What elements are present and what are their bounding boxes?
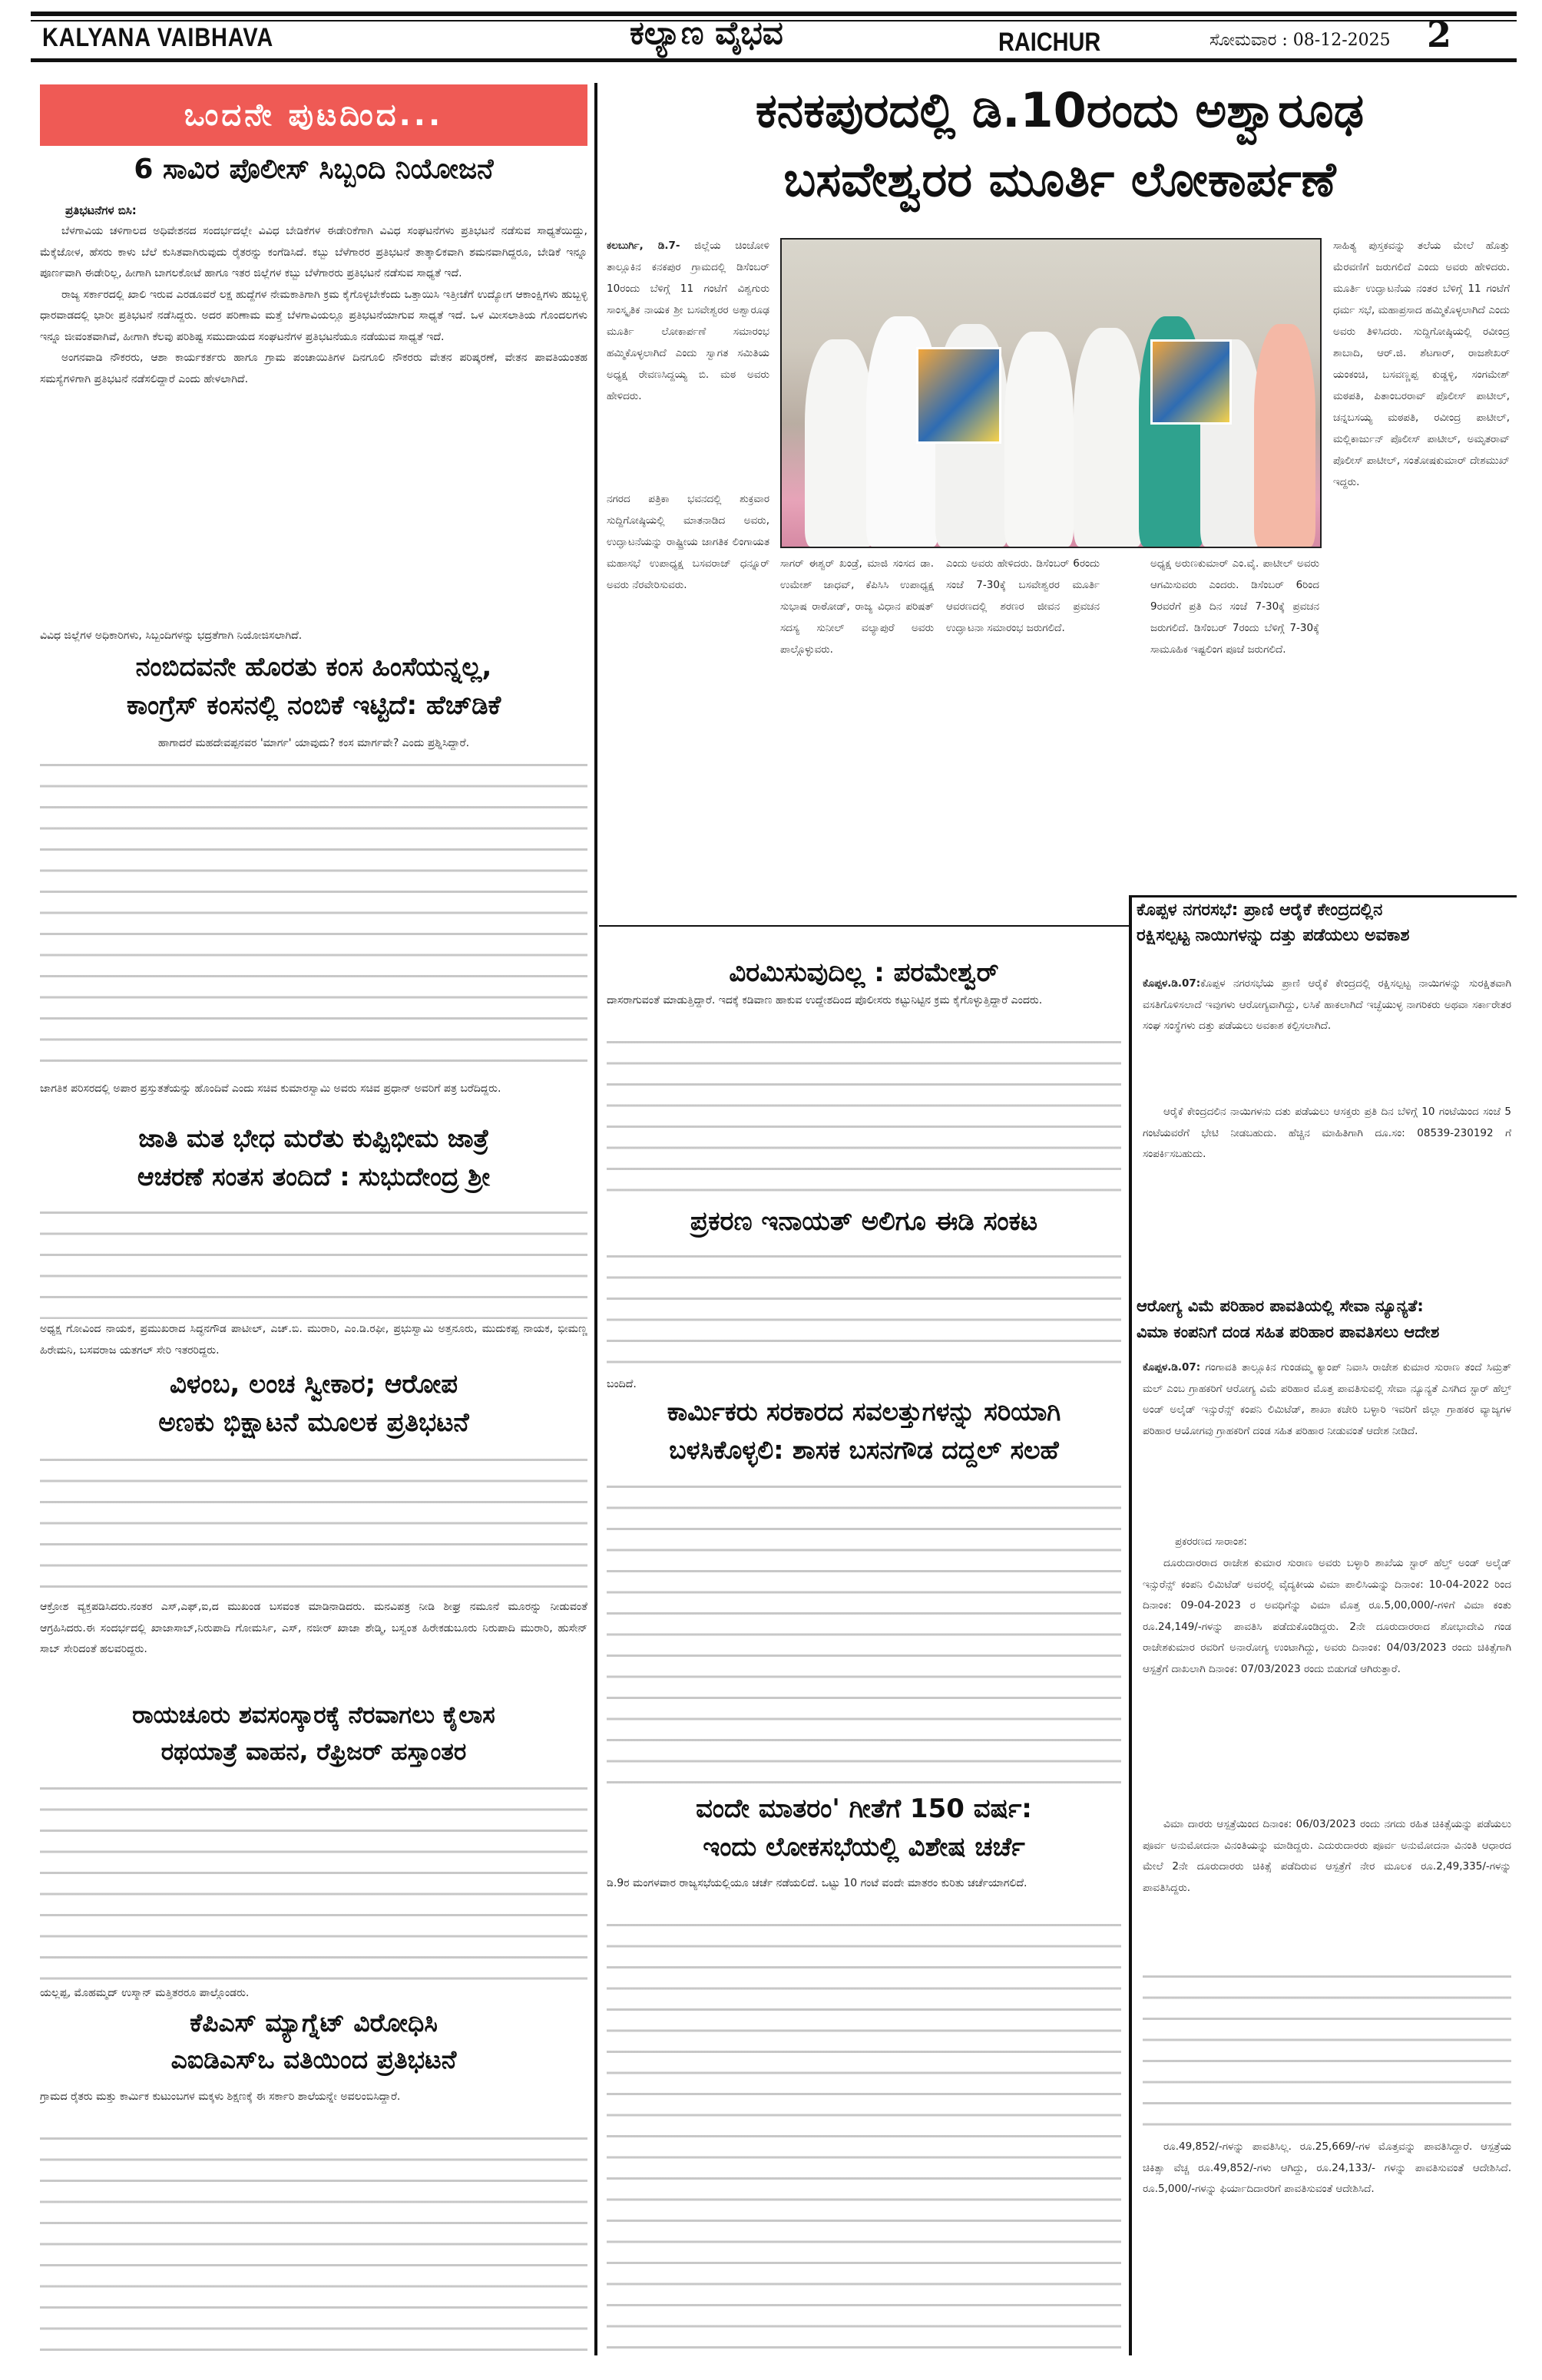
column-divider-right — [1129, 897, 1132, 2355]
article-body-crematorium-text — [40, 1780, 587, 1983]
headline-aidso-line1: ಕೆಪಿಎಸ್ ಮ್ಯಾಗ್ನೆಟ್ ವಿರೋಧಿಸಿ — [190, 2008, 438, 2038]
article-body-aidso-text — [40, 2130, 587, 2360]
basaveshwara-col2: ಸಾಗರ್ ಈಶ್ವರ್ ಖಂಡ್ರೆ, ಮಾಜಿ ಸಂಸದ ಡಾ. ಉಮೇಶ್ ಜಾಧವ್, ಕೆಪಿಸಿಸಿ ಉಪಾಧ್ಯಕ್ಷ ಸುಭಾಷ ರಾಠೋಡ್, ರಾಜ್ಯ ವಿಧಾನ ಪರಿಷತ್ ಸದಸ್ಯ ಸುನೀಲ್ ವಲ್ಯಾಪುರೆ ಅವರು ಪಾಲ್ಗೊಳ್ಳುವರು. — [780, 557, 934, 656]
basaveshwara-col5: ಸಾಹಿತ್ಯ ಪುಸ್ತಕವನ್ನು ತಲೆಯ ಮೇಲೆ ಹೊತ್ತು ಮೆರವಣಿಗೆ ಜರುಗಲಿದೆ ಎಂದು ಅವರು ಹೇಳಿದರು. ಮೂರ್ತಿ ಉದ್ಘಾಟನೆಯ ನಂತರ ಬೆಳಿಗ್ಗೆ 11 ಗಂಟೆಗೆ ಧರ್ಮ ಸಭೆ, ಮಹಾಪ್ರಸಾದ ಹಮ್ಮಿಕೊಳ್ಳಲಾಗಿದೆ ಎಂದು ಅವರು ತಿಳಿಸಿದರು. ಸುದ್ದಿಗೋಷ್ಠಿಯಲ್ಲಿ ರವೀಂದ್ರ ಶಾಬಾದಿ, ಆರ್.ಜಿ. ಶೆಟಗಾರ್, ರಾಜಶೇಖರ್ ಯಂಕಂಚಿ, ಬಸವಣ್ಣಪ್ಪ ಕುಡ್ಡಳ್ಳಿ, ಸಂಗಮೇಶ್ ಮಠಪತಿ, ಪಿತಾಂಬರರಾವ್ ಪೊಲೀಸ್ ಪಾಟೀಲ್, ಚನ್ನಬಸಯ್ಯ ಮಠಪತಿ, ರವೀಂದ್ರ ಪಾಟೀಲ್, ಮಲ್ಲಿಕಾರ್ಜುನ್ ಪೊಲೀಸ್ ಪಾಟೀಲ್, ಅಮೃತರಾವ್ ಪೊಲೀಸ್ ಪಾಟೀಲ್, ಸಂತೋಷಕುಮಾರ್ ದೇಶಮುಖ್ ಇದ್ದರು. — [1333, 240, 1510, 488]
article-body-police — [40, 221, 587, 626]
photo-person — [1004, 332, 1074, 547]
headline-police-deployment: 6 ಸಾವಿರ ಪೊಲೀಸ್ ಸಿಬ್ಬಂದಿ ನಿಯೋಜನೆ — [134, 154, 494, 185]
box-top-rule — [1129, 895, 1517, 897]
headline-workers-line1: ಕಾರ್ಮಿಕರು ಸರಕಾರದ ಸವಲತ್ತುಗಳನ್ನು ಸರಿಯಾಗಿ — [667, 1397, 1061, 1426]
headline-insurance-line2: ವಿಮಾ ಕಂಪನಿಗೆ ದಂಡ ಸಹಿತ ಪರಿಹಾರ ಪಾವತಿಸಲು ಆದೇಶ — [1137, 1323, 1440, 1341]
article-lead-aidso: ಗ್ರಾಮದ ರೈತರು ಮತ್ತು ಕಾರ್ಮಿಕ ಕುಟುಂಬಗಳ ಮಕ್ಕಳು ಶಿಕ್ಷಣಕ್ಕೆ ಈ ಸರ್ಕಾರಿ ಶಾಲೆಯನ್ನೇ ಅವಲಂಬಿಸಿದ್ದಾರೆ. — [40, 2091, 401, 2103]
headline-basaveshwara-line1: ಕನಕಪುರದಲ್ಲಿ ಡಿ.10ರಂದು ಅಶ್ವಾರೂಢ — [755, 82, 1365, 138]
basaveshwara-col4: ಅಧ್ಯಕ್ಷ ಅರುಣಕುಮಾರ್ ಎಂ.ವೈ. ಪಾಟೀಲ್ ಅವರು ಆಗಮಿಸುವರು ಎಂದರು. ಡಿಸೆಂಬರ್ 6ರಿಂದ 9ರವರೆಗೆ ಪ್ರತಿ ದಿನ ಸಂಜೆ 7-30ಕ್ಕೆ ಪ್ರವಚನ ಜರುಗಲಿದೆ. ಡಿಸೆಂಬರ್ 7ರಂದು ಬೆಳಿಗ್ಗೆ 7-30ಕ್ಕೆ ಸಾಮೂಹಿಕ ಇಷ್ಟಲಿಂಗ ಪೂಜೆ ಜರುಗಲಿದೆ. — [1150, 557, 1319, 656]
headline-insurance-line1: ಆರೋಗ್ಯ ವಿಮೆ ಪರಿಹಾರ ಪಾವತಿಯಲ್ಲಿ ಸೇವಾ ನ್ಯೂನ್ಯತೆ: — [1137, 1297, 1424, 1315]
paragraph: ದೂರುದಾರರಾದ ರಾಜೇಶ ಕುಮಾರ ಸುರಾಣ ಅವರು ಬಳ್ಳಾರಿ ಶಾಖೆಯ ಸ್ಟಾರ್ ಹೆಲ್ತ್ ಅಂಡ್ ಅಲೈಡ್ ಇನ್ಸುರೆನ್ಸ್ ಕಂಪನಿ ಲಿಮಿಟೆಡ್ ಅವರಲ್ಲಿ ವೈದ್ಯಕೀಯ ವಿಮಾ ಪಾಲಿಸಿಯನ್ನು ದಿನಾಂಕ: 10-04-2022 ರಿಂದ ದಿನಾಂಕ: 09-04-2023 ರ ಅವಧಿಗೆನ್ನು ವಿಮಾ ಮೊತ್ತ ರೂ.5,00,000/-ಗಳಿಗೆ ವಿಮಾ ಕಂತು ರೂ.24,149/-ಗಳನ್ನು ಪಾವತಿಸಿ ಪಡೆದುಕೊಂಡಿದ್ದರು. 2ನೇ ದೂರುದಾರರಾದ ಶೋಭಾದೇವಿ ಗಂಡ ರಾಜೇಶಕುಮಾರ ರವರಿಗೆ ಅನಾರೋಗ್ಯ ಉಂಟಾಗಿದ್ದು, ಅವರು ದಿನಾಂಕ: 04/03/2023 ರಂದು ಚಿಕಿತ್ಸೆಗಾಗಿ ಆಸ್ಪತ್ರೆಗೆ ದಾಖಲಾಗಿ ದಿನಾಂಕ: 07/03/2023 ರಂದು ಬಿಡುಗಡೆ ಆಗಿರುತ್ತಾರೆ. — [1143, 1557, 1511, 1675]
headline-vande-line1: ವಂದೇ ಮಾತರಂ' ಗೀತೆಗೆ 150 ವರ್ಷ: — [696, 1793, 1032, 1824]
event-photo — [780, 238, 1322, 548]
headline-kuppibhima-line1: ಜಾತಿ ಮತ ಭೇಧ ಮರೆತು ಕುಪ್ಪಿಭೀಮ ಜಾತ್ರೆ — [138, 1123, 489, 1153]
paragraph: ಕೊಪ್ಪಳ ನಗರಸಭೆಯ ಪ್ರಾಣಿ ಆರೈಕೆ ಕೇಂದ್ರದಲ್ಲಿ ರಕ್ಷಿಸಲ್ಪಟ್ಟ ನಾಯಿಗಳನ್ನು ಸುರಕ್ಷಿತವಾಗಿ ವಸತಿಗೊಳಿಸಲಾದೆ ಇವುಗಳು ಆರೋಗ್ಯವಾಗಿದ್ದು, ಲಸಿಕೆ ಹಾಕಲಾಗಿದೆ ಇಚ್ಛೆಯುಳ್ಳ ನಾಗರಿಕರು ಅಥವಾ ಸರ್ಕಾರೇತರ ಸಂಘ ಸಂಸ್ಥೆಗಳು ದತ್ತು ಪಡೆಯಲು ಅವಕಾಶ ಕಲ್ಪಿಸಲಾಗಿದೆ. — [1143, 977, 1511, 1032]
article-body-insurance-2 — [1143, 1553, 1511, 1814]
section-rule — [599, 925, 1129, 927]
photo-poster — [916, 347, 1001, 444]
headline-aidso-line2: ಎಐಡಿಎಸ್‌ಒ ವತಿಯಿಂದ ಪ್ರತಿಭಟನೆ — [170, 2044, 457, 2074]
dateline: ಕಲಬುರ್ಗಿ, ಡಿ.7- — [607, 240, 680, 252]
photo-person — [1074, 328, 1143, 547]
article-body-parameshwar-text — [607, 1033, 1121, 1202]
article-body-vande-text — [607, 1916, 1121, 2358]
masthead-name-english: KALYANA VAIBHAVA — [42, 23, 274, 52]
article-lead-parameshwar: ದಾಸರಾಗುವಂತೆ ಮಾಡುತ್ತಿದ್ದಾರೆ. ಇದಕ್ಕೆ ಕಡಿವಾಣ ಹಾಕುವ ಉದ್ದೇಶದಿಂದ ಪೊಲೀಸರು ಕಟ್ಟುನಿಟ್ಟಿನ ಕ್ರಮ ಕೈಗೊಳ್ಳುತ್ತಿದ್ದಾರೆ ಎಂದರು. — [607, 994, 1043, 1007]
headline-bribe-line1: ವಿಳಂಬ, ಲಂಚ ಸ್ವೀಕಾರ; ಆರೋಪ — [169, 1369, 458, 1400]
headline-hdk-line1: ನಂಬಿದವನೇ ಹೊರತು ಕಂಸ ಹಿಂಸೆಯನ್ನಲ್ಲ, — [135, 652, 492, 683]
article-closing-crematorium: ಯಲ್ಲಪ್ಪ, ಮೊಹಮ್ಮದ್ ಉಸ್ಮಾನ್ ಮತ್ತಿತರರೂ ಪಾಲ್ಗೊಂಡರು. — [40, 1987, 250, 1999]
headline-vande-line2: ಇಂದು ಲೋಕಸಭೆಯಲ್ಲಿ ವಿಶೇಷ ಚರ್ಚೆ — [703, 1832, 1025, 1863]
continued-from-front-banner: ಒಂದನೇ ಪುಟದಿಂದ... — [40, 84, 587, 146]
basaveshwara-col1 — [607, 235, 769, 488]
article-body-inayat-text — [607, 1248, 1121, 1374]
headline-hdk-line2: ಕಾಂಗ್ರೆಸ್ ಕಂಸನಲ್ಲಿ ನಂಬಿಕೆ ಇಟ್ಟಿದೆ: ಹೆಚ್‌ಡಿಕೆ — [126, 690, 501, 721]
paragraph: ಅಂಗನವಾಡಿ ನೌಕರರು, ಆಶಾ ಕಾರ್ಯಕರ್ತರು ಹಾಗೂ ಗ್ರಾಮ ಪಂಚಾಯಿತಿಗಳ ದಿನಗೂಲಿ ನೌಕರರು ವೇತನ ಪರಿಷ್ಕರಣೆ, ವೇತನ ಪಾವತಿಯಂತಹ ಸಮಸ್ಯೆಗಳಿಗಾಗಿ ಪ್ರತಿಭಟನೆ ನಡೆಸಲಿದ್ದಾರೆ ಎಂದು ಹೇಳಲಾಗಿದೆ. — [40, 352, 587, 385]
paragraph: ಆರೈಕೆ ಕೇಂದ್ರದಲಿನ ನಾಯಿಗಳನು ದತು ಪಡೆಯಲು ಆಸಕ್ತರು ಪ್ರತಿ ದಿನ ಬೆಳಿಗ್ಗೆ 10 ಗಂಟೆಯಿಂದ ಸಂಜೆ 5 ಗಂಟೆಯವರೆಗೆ ಭೇಟಿ ನೀಡಬಹುದು. ಹೆಚ್ಚಿನ ಮಾಹಿತಿಗಾಗಿ ದೂ.ಸಂ: 08539-230192 ಗೆ ಸಂಪರ್ಕಿಸಬಹುದು. — [1143, 1106, 1511, 1160]
article-body-bribe-text — [40, 1451, 587, 1597]
basaveshwara-col3: ಎಂದು ಅವರು ಹೇಳಿದರು. ಡಿಸೆಂಬರ್ 6ರಂದು ಸಂಜೆ 7-30ಕ್ಕೆ ಬಸವೇಶ್ವರರ ಮೂರ್ತಿ ಆವರಣದಲ್ಲಿ ಶರಣರ ಜೀವನ ಪ್ರವಚನ ಉದ್ಘಾಟನಾ ಸಮಾರಂಭ ಜರುಗಲಿದೆ. — [946, 557, 1100, 634]
headline-workers-line2: ಬಳಸಿಕೊಳ್ಳಲಿ: ಶಾಸಕ ಬಸನಗೌಡ ದದ್ದಲ್ ಸಲಹೆ — [669, 1435, 1059, 1465]
headline-koppal-dogs-line1: ಕೊಪ್ಪಳ ನಗರಸಭೆ: ಪ್ರಾಣಿ ಆರೈಕೆ ಕೇಂದ್ರದಲ್ಲಿನ — [1137, 901, 1383, 920]
photo-poster — [1150, 339, 1232, 425]
headline-inayat: ಪ್ರಕರಣ ಇನಾಯತ್ ಅಲಿಗೂ ಈಡಿ ಸಂಕಟ — [690, 1206, 1038, 1237]
subhead-protests: ಪ್ರತಿಭಟನೆಗಳ ಬಿಸಿ: — [65, 203, 137, 217]
article-body-insurance — [1143, 1357, 1511, 1511]
basaveshwara-col1b: ನಗರದ ಪತ್ರಿಕಾ ಭವನದಲ್ಲಿ ಶುಕ್ರವಾರ ಸುದ್ದಿಗೋಷ್ಠಿಯಲ್ಲಿ ಮಾತನಾಡಿದ ಅವರು, ಉದ್ಘಾಟನೆಯನ್ನು ರಾಷ್ಟ್ರೀಯ ಜಾಗತಿಕ ಲಿಂಗಾಯತ ಮಹಾಸಭೆ ಉಪಾಧ್ಯಕ್ಷ ಬಸವರಾಜ್ ಧನ್ನೂರ್ ಅವರು ನೆರವೇರಿಸುವರು. — [607, 493, 769, 591]
masthead-name-kannada: ಕಲ್ಯಾಣ ವೈಭವ — [630, 14, 783, 51]
paragraph: ಬೆಳಗಾವಿಯ ಚಳಿಗಾಲದ ಅಧಿವೇಶನದ ಸಂದರ್ಭದಲ್ಲೇ ವಿವಿಧ ಬೇಡಿಕೆಗಳ ಈಡೇರಿಕೆಗಾಗಿ ವಿವಿಧ ಸಂಘಟನೆಗಳು ಪ್ರತಿಭಟನೆ ನಡೆಸುವ ಸಾಧ್ಯತೆಯಿದ್ದು, ಮೆಕ್ಕೆಜೋಳ, ಹೆಸರು ಕಾಳು ಬೆಲೆ ಕುಸಿತವಾಗಿರುವುದು ರೈತರನ್ನು ಕಂಗೆಡಿಸಿದೆ. ಕಬ್ಬು ಬೆಳೆಗಾರರ ಪ್ರತಿಭಟನೆ ತಾತ್ಕಾಲಿಕವಾಗಿ ಶಮನವಾಗಿದ್ದರೂ, ಬೇಡಿಕೆ ಇನ್ನೂ ಪೂರ್ಣವಾಗಿ ಈಡೇರಿಲ್ಲ, ಹೀಗಾಗಿ ಬಾಗಲಕೋಟೆ ಹಾಗೂ ಇತರ ಜಿಲ್ಲೆಗಳ ಕಬ್ಬು ಬೆಳೆಗಾರರು ಪ್ರತಿಭಟನೆ ನಡೆಸುವ ಸಾಧ್ಯತೆ ಇದೆ. — [40, 225, 587, 279]
article-body-insurance-3 — [1143, 1814, 1511, 1968]
page-number: 2 — [1427, 14, 1452, 55]
article-closing-police: ವಿವಿಧ ಜಿಲ್ಲೆಗಳ ಅಧಿಕಾರಿಗಳು, ಸಿಬ್ಬಂದಿಗಳನ್ನು ಭದ್ರತೆಗಾಗಿ ನಿಯೋಜಿಸಲಾಗಿದೆ. — [40, 630, 303, 642]
headline-parameshwar: ವಿರಮಿಸುವುದಿಲ್ಲ : ಪರಮೇಶ್ವರ್ — [729, 957, 999, 988]
paragraph: ವಿಮಾ ದಾರರು ಆಸ್ಪತ್ರೆಯಿಂದ ದಿನಾಂಕ: 06/03/2023 ರಂದು ನಗದು ರಹಿತ ಚಿಕಿತ್ಸೆಯನ್ನು ಪಡೆಯಲು ಪೂರ್ವ ಅನುಮೋದನಾ ವಿನಂತಿಯನ್ನು ಮಾಡಿದ್ದರು. ಎದುರುದಾರರು ಪೂರ್ವ ಅನುಮೋದನಾ ವಿನಂತಿ ಆಧಾರದ ಮೇಲೆ 2ನೇ ದೂರುದಾರರು ಚಿಕಿತ್ಸೆ ಪಡೆದಿರುವ ಆಸ್ಪತ್ರೆಗೆ ನೇರ ಮೂಲಕ ರೂ.2,49,335/-ಗಳನ್ನು ಪಾವತಿಸಿದ್ದರು. — [1143, 1818, 1511, 1894]
headline-koppal-dogs-line2: ರಕ್ಷಿಸಲ್ಪಟ್ಟ ನಾಯಿಗಳನ್ನು ದತ್ತು ಪಡೆಯಲು ಅವಕಾಶ — [1137, 926, 1410, 945]
paragraph: ಜಿಲ್ಲೆಯ ಚಿಂಚೋಳಿ ತಾಲ್ಲೂಕಿನ ಕನಕಪುರ ಗ್ರಾಮದಲ್ಲಿ ಡಿಸೆಂಬರ್ 10ರಂದು ಬೆಳಿಗ್ಗೆ 11 ಗಂಟೆಗೆ ವಿಶ್ವಗುರು ಸಾಂಸ್ಕೃತಿಕ ನಾಯಕ ಶ್ರೀ ಬಸವೇಶ್ವರರ ಅಶ್ವಾರೂಢ ಮೂರ್ತಿ ಲೋಕಾರ್ಪಣೆ ಸಮಾರಂಭ ಹಮ್ಮಿಕೊಳ್ಳಲಾಗಿದೆ ಎಂದು ಸ್ವಾಗತ ಸಮಿತಿಯ ಅಧ್ಯಕ್ಷ ರೇವಣಸಿದ್ದಯ್ಯ ಬಿ. ಮಠ ಅವರು ಹೇಳಿದರು. — [607, 240, 769, 402]
paragraph: ರೂ.49,852/-ಗಳನ್ನು ಪಾವತಿಸಿಲ್ಲ. ರೂ.25,669/-ಗಳ ಮೊತ್ತವನ್ನು ಪಾವತಿಸಿದ್ದಾರೆ. ಆಸ್ಪತ್ರೆಯ ಚಿಕಿತ್ಸಾ ವೆಚ್ಚ ರೂ.49,852/-ಗಳು ಆಗಿದ್ದು, ರೂ.24,133/- ಗಳನ್ನು ಪಾವತಿಸುವಂತೆ ಆದೇಶಿಸಿದೆ. ರೂ.5,000/-ಗಳನ್ನು ಫಿರ್ಯಾದಿದಾರರಿಗೆ ಪಾವತಿಸುವಂತೆ ಆದೇಶಿಸಿದೆ. — [1143, 2140, 1511, 2195]
article-body-hdk-text — [40, 756, 587, 1079]
article-closing-inayat: ಬಂದಿದೆ. — [607, 1378, 637, 1390]
dateline: ಕೊಪ್ಪಳ.ಡಿ.07: — [1143, 977, 1201, 990]
headline-crematorium-line2: ರಥಯಾತ್ರೆ ವಾಹನ, ರೆಫ್ರಿಜರ್ ಹಸ್ತಾಂತರ — [160, 1738, 467, 1766]
article-lead-hdk: ಹಾಗಾದರೆ ಮಹದೇವಪ್ಪನವರ 'ಮಾರ್ಗ' ಯಾವುದು? ಕಂಸ ಮಾರ್ಗವೇ? ಎಂದು ಪ್ರಶ್ನಿಸಿದ್ದಾರೆ. — [157, 737, 470, 749]
article-closing-kuppibhima: ಅಧ್ಯಕ್ಷ ಗೋವಿಂದ ನಾಯಕ, ಪ್ರಮುಖರಾದ ಸಿದ್ಧನಗೌಡ ಪಾಟೀಲ್, ಎಚ್.ಬಿ. ಮುರಾರಿ, ಎಂ.ಡಿ.ರಫೀ, ಪ್ರಭುಸ್ವಾಮಿ ಅತ್ತನೂರು, ಮುದುಕಪ್ಪ ನಾಯಕ, ಭೀಮಣ್ಣ ಹಿರೇಮನಿ, ಬಸವರಾಜ ಯತಗಲ್ ಸೇರಿ ಇತರರಿದ್ದರು. — [40, 1323, 587, 1357]
masthead-date: ಸೋಮವಾರ : 08-12-2025 — [1209, 31, 1391, 50]
dateline: ಕೊಪ್ಪಳ.ಡಿ.07: — [1143, 1361, 1201, 1373]
headline-bribe-line2: ಅಣಕು ಭಿಕ್ಷಾಟನೆ ಮೂಲಕ ಪ್ರತಿಭಟನೆ — [158, 1407, 469, 1438]
article-body-insurance-4 — [1143, 2137, 1511, 2355]
article-body-kuppibhima-text — [40, 1204, 587, 1319]
headline-kuppibhima-line2: ಆಚರಣೆ ಸಂತಸ ತಂದಿದೆ : ಸುಭುದೇಂದ್ರ ಶ್ರೀ — [137, 1162, 491, 1192]
article-lead-vande: ಡಿ.9ರ ಮಂಗಳವಾರ ರಾಜ್ಯಸಭೆಯಲ್ಲಿಯೂ ಚರ್ಚೆ ನಡೆಯಲಿದೆ. ಒಟ್ಟು 10 ಗಂಟೆ ವಂದೇ ಮಾತರಂ ಕುರಿತು ಚರ್ಚೆಯಾಗಲಿದೆ. — [607, 1877, 1027, 1889]
article-body-workers-text — [607, 1478, 1121, 1789]
article-body-insurance-text — [1143, 1968, 1511, 2137]
article-closing-bribe: ಆಕ್ರೋಶ ವ್ಯಕ್ತಪಡಿಸಿದರು.ನಂತರ ಎಸ್,ಎಫ್,ಐ,ದ ಮುಖಂಡ ಬಸವಂತ ಮಾಡಿನಾಡಿದರು. ಮನವಿಪತ್ರ ನೀಡಿ ಶೀಘ್ರ ನಮೂನೆ ಮೂರನ್ನು ನೀಡುವಂತೆ ಆಗ್ರಹಿಸಿದರು.ಈ ಸಂದರ್ಭದಲ್ಲಿ ಖಾಜಾಸಾಬ್,ನಿರುಪಾದಿ ಗೋಮರ್ಸಿ, ಎಸ್, ನಜೀರ್ ಖಾಜಾ ಶೇಡ್ಮಿ, ಬಸ್ವಂತ ಹಿರೇಕಡುಬೂರು ನಿರುಪಾದಿ ಮುರಾರಿ, ಹುಸೇನ್ ಸಾಬ್ ಸೇರಿದಂತೆ ಹಲವರಿದ್ದರು. — [40, 1601, 587, 1655]
headline-basaveshwara-line2: ಬಸವೇಶ್ವರರ ಮೂರ್ತಿ ಲೋಕಾರ್ಪಣೆ — [783, 151, 1336, 207]
subhead-insurance-summary: ಪ್ರಕರರಣದ ಸಾರಾಂಶ: — [1175, 1535, 1247, 1548]
paragraph: ಗಂಗಾವತಿ ತಾಲ್ಲೂಕಿನ ಗುಂಡಮ್ಮ ಕ್ಯಾಂಪ್ ನಿವಾಸಿ ರಾಜೇಶ ಕುಮಾರ ಸುರಾಣ ತಂದೆ ಸಿಮ್ರತ್ ಮಲ್ ಎಂಬ ಗ್ರಾಹಕರಿಗೆ ಆರೋಗ್ಯ ವಿಮೆ ಪರಿಹಾರ ಮೊತ್ತ ಪಾವತಿಸುವಲ್ಲಿ ಸೇವಾ ನ್ಯೂನ್ಯತೆ ಎಸಗಿದ ಸ್ಟಾರ್ ಹೆಲ್ತ್ ಅಂಡ್ ಅಲೈಡ್ ಇನ್ಸುರೆನ್ಸ್ ಕಂಪನಿ ಲಿಮಿಟೆಡ್, ಶಾಖಾ ಕಚೇರಿ ಬಳ್ಳಾರಿ ಇವರಿಗೆ ಜಿಲ್ಲಾ ಗ್ರಾಹಕರ ವ್ಯಾಜ್ಯಗಳ ಪರಿಹಾರ ಆಯೋಗವು ಗ್ರಾಹಕರಿಗೆ ದಂಡ ಸಹಿತ ಪರಿಹಾರ ನೀಡುವಂತೆ ಆದೇಶ ನೀಡಿದೆ. — [1143, 1361, 1511, 1437]
headline-crematorium-line1: ರಾಯಚೂರು ಶವಸಂಸ್ಕಾರಕ್ಕೆ ನೆರವಾಗಲು ಕೈಲಾಸ — [132, 1701, 495, 1729]
paragraph: ರಾಜ್ಯ ಸರ್ಕಾರದಲ್ಲಿ ಖಾಲಿ ಇರುವ ಎರಡೂವರೆ ಲಕ್ಷ ಹುದ್ದೆಗಳ ನೇಮಕಾತಿಗಾಗಿ ಕ್ರಮ ಕೈಗೊಳ್ಳಬೇಕೆಂದು ಒತ್ತಾಯಿಸಿ ಇತ್ತೀಚೆಗೆ ಉದ್ಯೋಗ ಆಕಾಂಕ್ಷಿಗಳು ಹುಬ್ಬಳ್ಳಿ ಧಾರವಾಡದಲ್ಲಿ ಭಾರೀ ಪ್ರತಿಭಟನೆ ನಡೆಸಿದ್ದರು. ಅದರ ಪರಿಣಾಮ ಮತ್ತೆ ಬೆಳಗಾವಿಯಲ್ಲೂ ಪ್ರತಿಭಟನೆಯಾಗುವ ಸಾಧ್ಯತೆ ಇದೆ. ಒಳ ಮೀಸಲಾತಿಯ ಗೊಂದಲಗಳು ಇನ್ನೂ ಜೀವಂತವಾಗಿವೆ, ಹೀಗಾಗಿ ಕೆಲವು ಪರಿಶಿಷ್ಟ ಸಮುದಾಯದ ಸಂಘಟನೆಗಳ ಪ್ರತಿಭಟನೆಯೂ ನಡೆಯುವ ಸಾಧ್ಯತೆ ಇದೆ. — [40, 288, 587, 343]
photo-person — [1254, 324, 1315, 547]
masthead-bottom-rule — [31, 58, 1517, 62]
article-body-koppal-dogs — [1143, 973, 1511, 1100]
column-divider-left — [594, 83, 597, 2355]
article-closing-hdk: ಜಾಗತಿಕ ಪರಿಸರದಲ್ಲಿ ಅಪಾರ ಪ್ರಸ್ತುತತೆಯನ್ನು ಹೊಂದಿವೆ ಎಂದು ಸಚಿವ ಕುಮಾರಸ್ವಾಮಿ ಅವರು ಸಚಿವ ಪ್ರಧಾನ್ ಅವರಿಗೆ ಪತ್ರ ಬರೆದಿದ್ದರು. — [40, 1083, 501, 1095]
article-body-koppal-dogs-2 — [1143, 1102, 1511, 1290]
photo-person — [805, 339, 874, 547]
masthead-city: RAICHUR — [998, 28, 1101, 57]
